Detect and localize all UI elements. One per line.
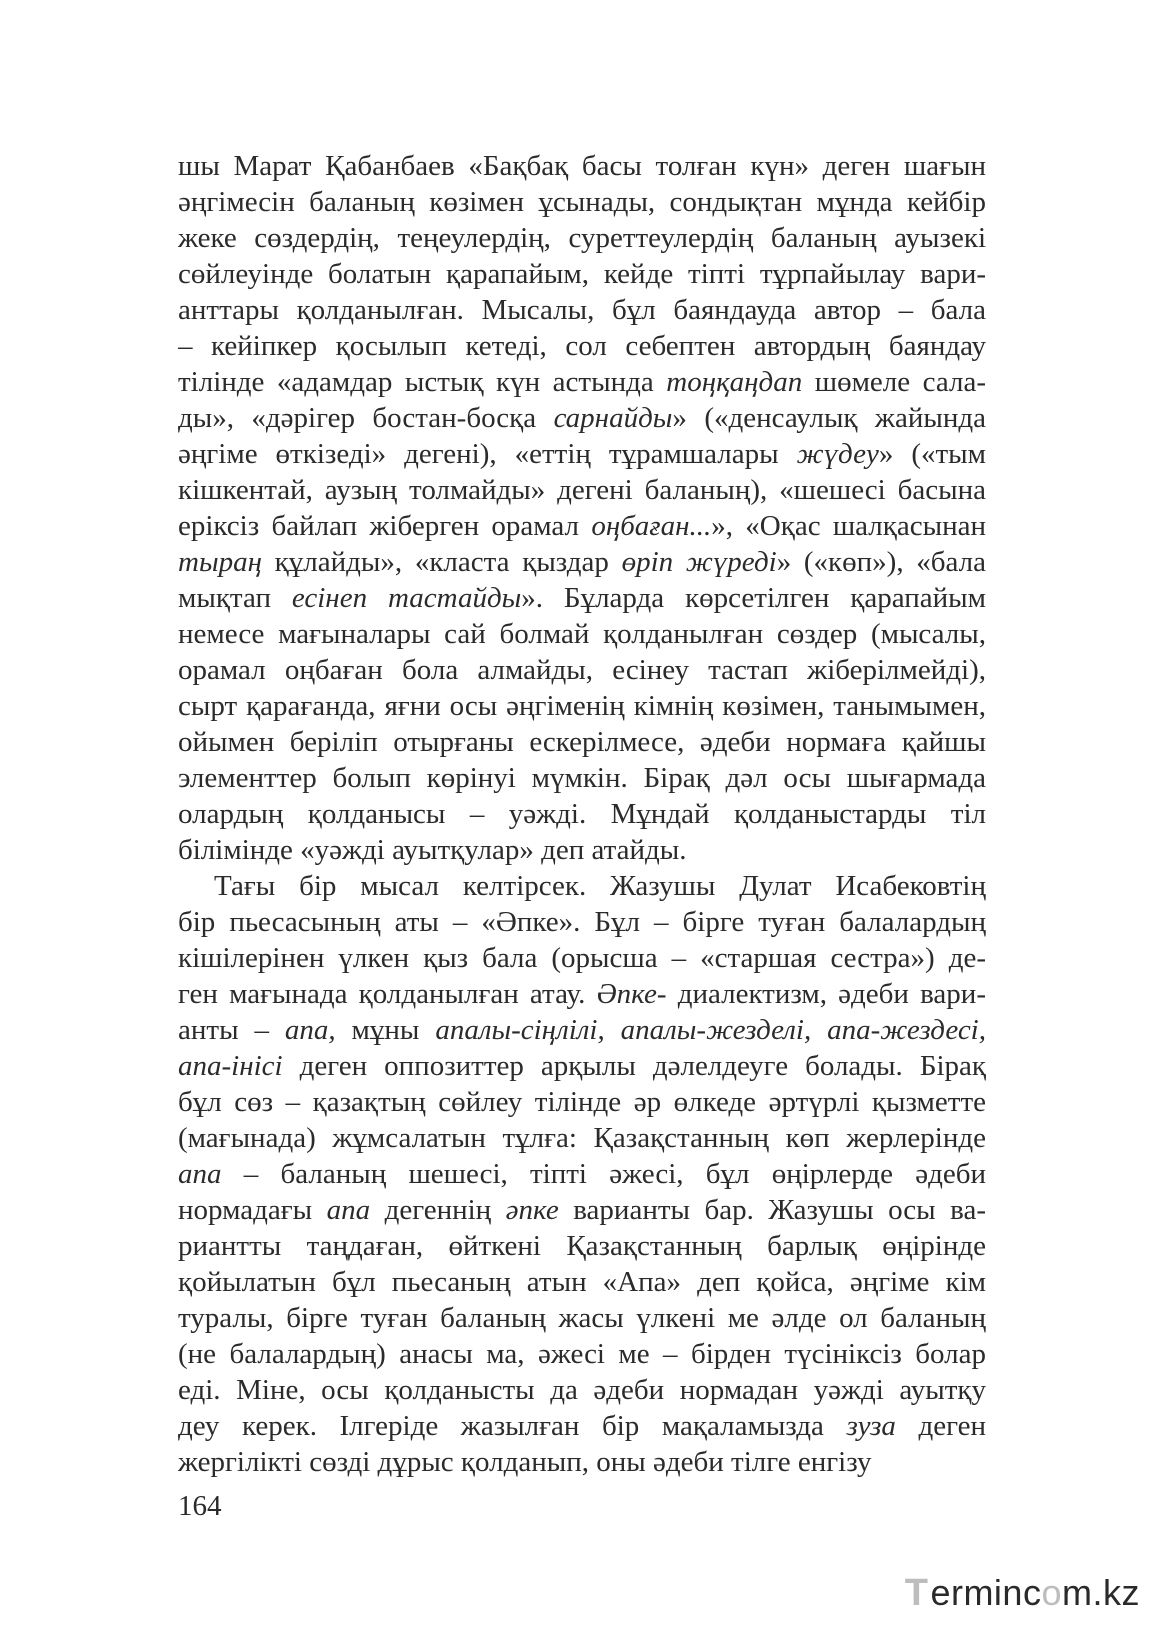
- text-run: Тағы бір мысал келтірсек. Жазушы Дулат Исабековтің: [214, 870, 986, 902]
- italic-term: есінеп тастайды: [291, 582, 522, 614]
- text-line: [178, 904, 986, 940]
- italic-term: оңбаған...: [591, 510, 712, 542]
- text-line: [178, 724, 986, 760]
- text-run: » («көп»), «бала: [776, 546, 986, 578]
- text-run: мықтап: [178, 582, 292, 614]
- text-run: » («денсаулық жайында: [672, 402, 986, 434]
- text-run: » («тым: [878, 438, 986, 470]
- text-run: жергілікті сөзді дұрыс қолданып, оны әдеби тілге енгізу: [178, 1446, 872, 1478]
- text-line: [178, 940, 986, 976]
- paragraph: [178, 148, 986, 868]
- text-run: әңгіме өткізеді» дегені), «еттің тұрамшалары: [178, 438, 797, 470]
- text-line: [178, 1228, 986, 1264]
- text-run: әңгімесін баланың көзімен ұсынады, сондықтан мұнда кейбір: [178, 186, 986, 218]
- italic-term: өріп жүреді: [621, 546, 777, 578]
- text-run: туралы, бірге туған баланың жасы үлкені ме әлде ол баланың: [178, 1302, 986, 1334]
- text-run: дегеннің: [370, 1194, 506, 1226]
- text-run: деген оппозиттер арқылы дәлелдеуге болады. Бірақ: [282, 1050, 986, 1082]
- text-line: [178, 508, 986, 544]
- text-line: [178, 976, 986, 1012]
- watermark-middle: erminc: [930, 1572, 1042, 1613]
- text-run: анттары қолданылған. Мысалы, бұл баяндауда автор – бала: [178, 294, 986, 326]
- italic-term: апа-інісі: [178, 1050, 283, 1082]
- italic-term: зуза: [846, 1410, 896, 1442]
- paragraph: [178, 868, 986, 1480]
- text-run: - диалектизм, әдеби вари-: [656, 978, 986, 1010]
- text-line: [178, 1408, 986, 1444]
- text-line: [178, 1300, 986, 1336]
- text-run: шы Марат Қабанбаев «Бақбақ басы толған күн» деген шағын: [178, 150, 986, 182]
- text-line: [178, 148, 986, 184]
- text-line: [178, 796, 986, 832]
- text-line: [178, 436, 986, 472]
- text-run: деу керек. Ілгеріде жазылған бір мақаламызда: [178, 1410, 847, 1442]
- italic-term: сарнайды: [553, 402, 673, 434]
- watermark-o: o: [1041, 1572, 1062, 1613]
- text-run: риантты таңдаған, өйткені Қазақстанның барлық өңірінде: [178, 1230, 986, 1262]
- text-line: [178, 760, 986, 796]
- page-body: [178, 148, 986, 1480]
- text-run: варианты бар. Жазушы осы ва-: [558, 1194, 986, 1226]
- text-line: [178, 868, 986, 904]
- text-run: шөмеле сала-: [802, 366, 986, 398]
- text-line: [178, 328, 986, 364]
- text-run: нормадағы: [178, 1194, 327, 1226]
- text-line: [178, 256, 986, 292]
- text-run: ды», «дәрігер бостан-босқа: [178, 402, 554, 434]
- text-line: [178, 1120, 986, 1156]
- text-run: мұны: [335, 1014, 436, 1046]
- text-line: [178, 1012, 986, 1048]
- text-run: ген мағынада қолданылған атау.: [178, 978, 597, 1010]
- italic-term: әпке: [505, 1194, 559, 1226]
- text-run: бір пьесасының аты – «Әпке». Бұл – бірге туған балалардың: [178, 906, 986, 938]
- text-run: сырт қарағанда, яғни осы әңгіменің кімнің көзімен, танымымен,: [178, 690, 986, 722]
- text-line: [178, 688, 986, 724]
- text-line: [178, 292, 986, 328]
- text-run: (мағынада) жұмсалатын тұлға: Қазақстанның көп жерлерінде: [178, 1122, 986, 1154]
- text-line: [178, 1372, 986, 1408]
- text-line: [178, 220, 986, 256]
- italic-term: апалы-сіңлілі, апалы-жезделі, апа-жездесі,: [435, 1014, 986, 1046]
- text-run: еріксіз байлап жіберген орамал: [178, 510, 592, 542]
- text-line: [178, 1084, 986, 1120]
- italic-term: тыраң: [178, 546, 262, 578]
- text-run: (не балалардың) анасы ма, әжесі ме – бірден түсініксіз болар: [178, 1338, 986, 1370]
- text-line: [178, 364, 986, 400]
- text-line: [178, 832, 986, 868]
- text-run: құлайды», «класта қыздар: [261, 546, 622, 578]
- text-line: [178, 544, 986, 580]
- text-run: білімінде «уәжді ауытқулар» деп атайды.: [178, 834, 687, 866]
- text-run: немесе мағыналары сай болмай қолданылған сөздер (мысалы,: [178, 618, 986, 650]
- text-line: [178, 1048, 986, 1084]
- text-run: ойымен беріліп отырғаны ескерілмесе, әдеби нормаға қайшы: [178, 726, 986, 758]
- italic-term: апа,: [284, 1014, 336, 1046]
- text-line: [178, 616, 986, 652]
- watermark-prefix: T: [904, 1572, 929, 1614]
- text-line: [178, 400, 986, 436]
- text-run: орамал оңбаған бола алмайды, есінеу тастап жіберілмейді),: [178, 654, 986, 686]
- italic-term: жүдеу: [796, 438, 879, 470]
- text-line: [178, 1156, 986, 1192]
- text-run: деген: [895, 1410, 986, 1442]
- text-run: еді. Міне, осы қолданысты да әдеби нормадан уәжді ауытқу: [178, 1374, 986, 1406]
- text-line: [178, 1192, 986, 1228]
- italic-term: апа: [178, 1158, 222, 1190]
- text-line: [178, 1336, 986, 1372]
- text-run: ». Бұларда көрсетілген қарапайым: [521, 582, 986, 614]
- italic-term: тоңқаңдап: [666, 366, 803, 398]
- text-run: қойылатын бұл пьесаның атын «Апа» деп қойса, әңгіме кім: [178, 1266, 986, 1298]
- text-line: [178, 184, 986, 220]
- text-run: бұл сөз – қазақтың сөйлеу тілінде әр өлкеде әртүрлі қызметте: [178, 1086, 986, 1118]
- text-run: анты –: [178, 1014, 285, 1046]
- text-run: олардың қолданысы – уәжді. Мұндай қолданыстарды тіл: [178, 798, 986, 830]
- text-line: [178, 1444, 986, 1480]
- text-run: тілінде «адамдар ыстық күн астында: [178, 366, 667, 398]
- text-run: », «Оқас шалқасынан: [711, 510, 986, 542]
- text-line: [178, 652, 986, 688]
- italic-term: апа: [326, 1194, 371, 1226]
- page-number: 164: [178, 1490, 222, 1522]
- text-line: [178, 1264, 986, 1300]
- text-run: кішкентай, аузың толмайды» дегені баланың), «шешесі басына: [178, 474, 986, 506]
- text-line: [178, 580, 986, 616]
- text-run: сөйлеуінде болатын қарапайым, кейде тіпті тұрпайылау вари-: [178, 258, 986, 290]
- watermark-logo: [905, 1572, 1140, 1615]
- italic-term: Әпке: [596, 978, 657, 1010]
- text-run: – баланың шешесі, тіпті әжесі, бұл өңірлерде әдеби: [221, 1158, 986, 1190]
- text-run: элементтер болып көрінуі мүмкін. Бірақ дәл осы шығармада: [178, 762, 986, 794]
- text-run: – кейіпкер қосылып кетеді, сол себептен автордың баяндау: [178, 330, 986, 362]
- text-run: жеке сөздердің, теңеулердің, суреттеулердің баланың ауызекі: [178, 222, 986, 254]
- text-content: [178, 148, 986, 1480]
- text-run: кішілерінен үлкен қыз бала (орысша – «старшая сестра») де-: [178, 942, 986, 974]
- text-line: [178, 472, 986, 508]
- watermark-suffix: m.kz: [1062, 1572, 1140, 1613]
